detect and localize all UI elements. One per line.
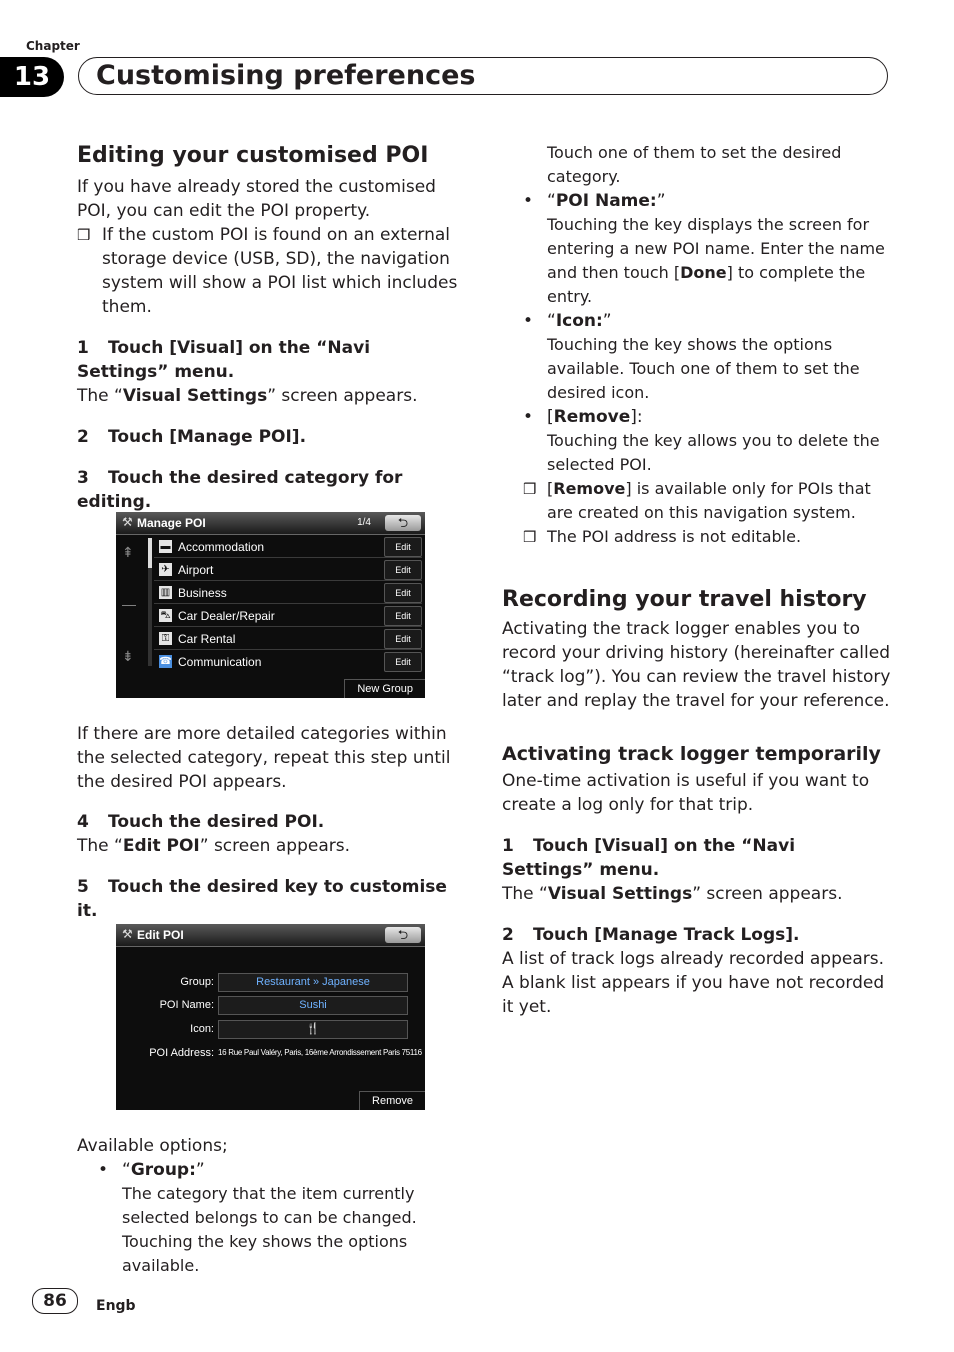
intro-paragraph: If you have already stored the customised POI, you can edit the POI property. bbox=[77, 177, 436, 221]
edit-button[interactable]: Edit bbox=[384, 629, 422, 649]
right-step-2-result: A list of track logs already recorded appears. A blank list appears if you have not recorded it yet. bbox=[502, 949, 885, 1017]
category-continuation: Touch one of them to set the desired category. bbox=[547, 143, 842, 186]
edit-button[interactable]: Edit bbox=[384, 537, 422, 557]
return-arrow-icon[interactable]: ⮌ bbox=[385, 927, 421, 943]
section-heading-travel-history: Recording your travel history bbox=[502, 587, 867, 612]
bullet-dot-icon: • bbox=[523, 311, 534, 331]
category-label: Business bbox=[178, 586, 227, 600]
right-step-1-result: The “Visual Settings” screen appears. bbox=[502, 884, 843, 904]
category-label: Car Rental bbox=[178, 632, 236, 646]
remove-button[interactable]: Remove bbox=[359, 1091, 425, 1110]
travel-history-paragraph: Activating the track logger enables you to record your driving history (hereinafter called “track log”). You can review the travel history later and replay the travel for your reference. bbox=[502, 619, 891, 711]
car-key-icon: ⚿ bbox=[159, 632, 172, 645]
poi-name-label: POI Name: bbox=[159, 999, 214, 1011]
new-group-button[interactable]: New Group bbox=[344, 679, 425, 698]
left-column-mid bbox=[77, 722, 467, 923]
screen-title: Edit POI bbox=[137, 928, 184, 942]
bullet-poi-name-desc: Touching the key displays the screen for entering a new POI name. Enter the name and then touch [Done] to complete the entry. bbox=[547, 215, 885, 306]
category-row[interactable] bbox=[154, 559, 422, 581]
bullet-group: • “Group:” bbox=[98, 1160, 205, 1180]
edit-button[interactable]: Edit bbox=[384, 606, 422, 626]
poi-address-value: 16 Rue Paul Valéry, Paris, 16ème Arrondissement Paris 75116 bbox=[218, 1048, 422, 1057]
bullet-dot-icon: • bbox=[523, 191, 534, 211]
note-text: If the custom POI is found on an external storage device (USB, SD), the navigation system will show a POI list which includes them. bbox=[102, 225, 458, 317]
note-external-storage bbox=[77, 223, 467, 319]
step-4-result: The “Edit POI” screen appears. bbox=[77, 836, 350, 856]
scrollbar-thumb[interactable] bbox=[148, 538, 152, 568]
note-remove: ❒ [Remove] is available only for POIs that are created on this navigation system. bbox=[523, 479, 871, 522]
tools-icon: ⚒ bbox=[122, 927, 133, 941]
page-number: 86 bbox=[32, 1288, 78, 1314]
edit-button[interactable]: Edit bbox=[384, 583, 422, 603]
phone-icon: ☎ bbox=[159, 656, 172, 667]
category-row[interactable] bbox=[154, 536, 422, 558]
bullet-poi-name: • “POI Name:” bbox=[523, 191, 666, 211]
bullet-remove-desc: Touching the key allows you to delete the selected POI. bbox=[547, 431, 880, 474]
scroll-divider-icon: — bbox=[122, 596, 136, 612]
edit-button[interactable]: Edit bbox=[384, 560, 422, 580]
chapter-title: Customising preferences bbox=[96, 60, 476, 91]
scroll-up-fast-icon[interactable]: ⇞ bbox=[122, 544, 134, 560]
step-4: 4 Touch the desired POI. bbox=[77, 812, 325, 832]
group-field[interactable]: Restaurant » Japanese bbox=[218, 973, 408, 992]
chapter-label: Chapter bbox=[26, 39, 80, 53]
car-icon: ⛍ bbox=[160, 610, 171, 621]
category-label: Airport bbox=[178, 563, 214, 577]
bullet-icon-desc: Touching the key shows the options available. Touch one of them to set the desired icon. bbox=[547, 335, 860, 402]
category-row[interactable] bbox=[154, 605, 422, 627]
step-1: 1 Touch [Visual] on the “Navi Settings” menu. bbox=[77, 338, 371, 382]
poi-address-label: POI Address: bbox=[149, 1047, 214, 1059]
checkbox-bullet-icon: ❒ bbox=[523, 480, 537, 498]
page-indicator: 1/4 bbox=[357, 517, 371, 528]
cutlery-icon: 🍴 bbox=[306, 1023, 320, 1035]
category-label: Car Dealer/Repair bbox=[178, 609, 275, 623]
category-row[interactable] bbox=[154, 628, 422, 650]
bullet-remove: • [Remove]: bbox=[523, 407, 643, 427]
category-label: Accommodation bbox=[178, 540, 265, 554]
checkbox-bullet-icon: ❒ bbox=[523, 528, 537, 546]
bullet-dot-icon: • bbox=[98, 1160, 109, 1180]
step-3: 3 Touch the desired category for editing. bbox=[77, 468, 403, 512]
language-code: Engb bbox=[96, 1298, 136, 1314]
left-column bbox=[77, 141, 467, 514]
right-step-1: 1 Touch [Visual] on the “Navi Settings” menu. bbox=[502, 836, 796, 880]
available-options: Available options; bbox=[77, 1136, 228, 1156]
subsection-heading-track-logger: Activating track logger temporarily bbox=[502, 743, 881, 765]
manage-poi-screenshot bbox=[116, 512, 425, 698]
building-icon: ▥ bbox=[160, 587, 171, 598]
plane-icon: ✈ bbox=[159, 563, 172, 576]
poi-name-field[interactable]: Sushi bbox=[218, 996, 408, 1015]
scroll-down-fast-icon[interactable]: ⇟ bbox=[122, 648, 134, 664]
edit-button[interactable]: Edit bbox=[384, 652, 422, 672]
left-column-bottom bbox=[77, 1134, 467, 1278]
section-heading-editing-poi: Editing your customised POI bbox=[77, 143, 429, 168]
chapter-number: 13 bbox=[0, 57, 64, 97]
repeat-paragraph: If there are more detailed categories within the selected category, repeat this step until the desired POI appears. bbox=[77, 724, 451, 792]
category-row[interactable] bbox=[154, 651, 422, 672]
return-arrow-icon[interactable]: ⮌ bbox=[385, 515, 421, 531]
tools-icon: ⚒ bbox=[122, 515, 133, 529]
bed-icon: ▬ bbox=[160, 541, 171, 552]
screen-title: Manage POI bbox=[137, 516, 206, 530]
track-logger-paragraph: One-time activation is useful if you want to create a log only for that trip. bbox=[502, 771, 870, 815]
bullet-icon: • “Icon:” bbox=[523, 311, 612, 331]
note-address: ❒ The POI address is not editable. bbox=[502, 525, 892, 549]
edit-poi-screenshot bbox=[116, 924, 425, 1110]
group-label: Group: bbox=[180, 976, 214, 988]
step-1-result: The “Visual Settings” screen appears. bbox=[77, 386, 418, 406]
bullet-dot-icon: • bbox=[523, 407, 534, 427]
checkbox-bullet-icon: ❒ bbox=[77, 226, 91, 244]
category-row[interactable] bbox=[154, 582, 422, 604]
icon-label: Icon: bbox=[190, 1023, 214, 1035]
step-5: 5 Touch the desired key to customise it. bbox=[77, 877, 447, 921]
icon-field[interactable] bbox=[218, 1020, 408, 1039]
right-step-2: 2 Touch [Manage Track Logs]. bbox=[502, 925, 800, 945]
right-column bbox=[502, 141, 892, 1019]
bullet-group-desc: The category that the item currently selected belongs to can be changed. Touching the key shows the options available. bbox=[122, 1184, 417, 1275]
category-label: Communication bbox=[178, 655, 262, 669]
step-2: 2 Touch [Manage POI]. bbox=[77, 427, 307, 447]
